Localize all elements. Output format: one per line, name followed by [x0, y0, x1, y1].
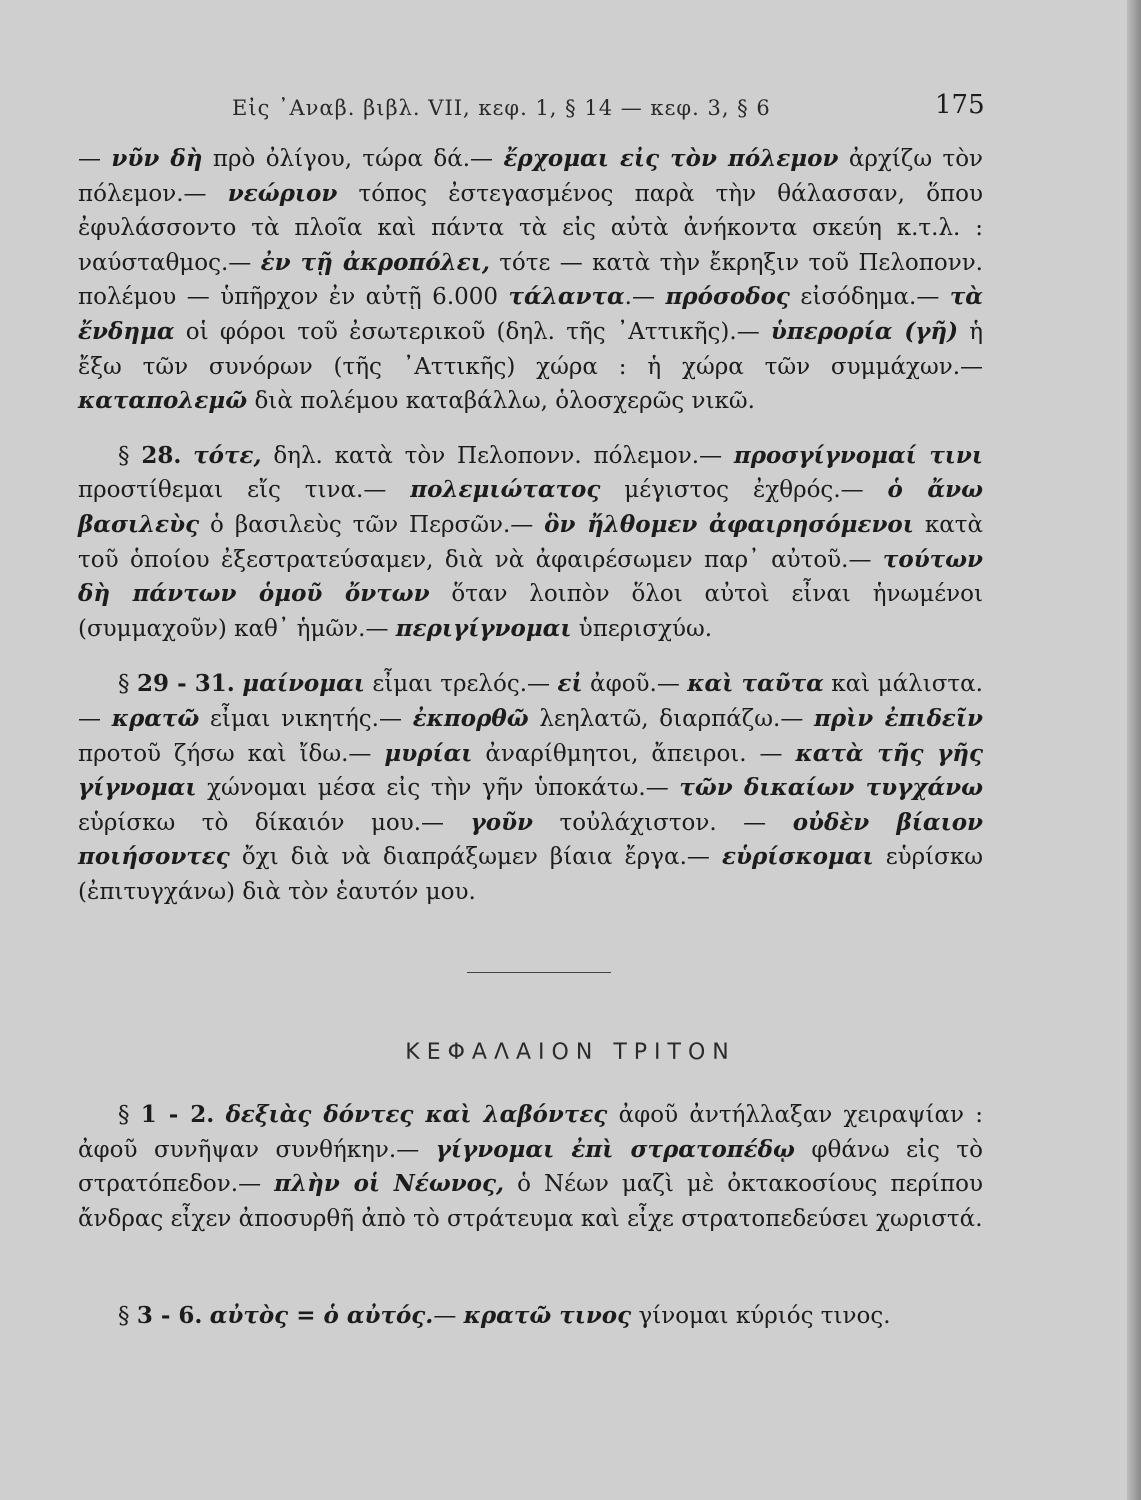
lemma: κρατῶ	[111, 704, 200, 732]
lemma: τάλαντα	[508, 283, 625, 311]
text-run: φθάνω εἰς τὸ στρατόπεδον.—	[78, 1136, 983, 1198]
text-run	[202, 1303, 209, 1329]
text-run: ὄχι διὰ νὰ διαπράξωμεν βίαια ἔργα.—	[229, 844, 723, 871]
text-run: ἀναρίθμητοι, ἄπειροι. —	[472, 740, 796, 767]
text-run: ἀρχίζω τὸν πόλεμον.—	[78, 146, 984, 207]
text-run: τότε — κατὰ τὴν ἔκρηξιν τοῦ Πελοπονν. πολέμου — ὑπῆρχον ἐν αὐτῇ 6.000	[78, 249, 983, 311]
section-mark: §	[118, 1102, 141, 1128]
text-run: δηλ. κατὰ τὸν Πελοπονν. πόλεμον.—	[261, 442, 734, 469]
section-mark: §	[118, 1303, 137, 1329]
text-run: τόπος ἐστεγασμένος παρὰ τὴν θάλασσαν, ὅπου ἐφυλάσσοντο τὰ πλοῖα καὶ πάντα τὰ εἰς αὐτὰ ἀνήκοντα σκεύη κ.τ.λ. : ναύσταθμος.—	[78, 180, 983, 276]
paragraph-section-28	[78, 439, 983, 647]
text-run: λεηλατῶ, διαρπάζω.—	[528, 705, 815, 732]
commentary-top	[78, 142, 983, 909]
text-run: γίνομαι κύριός τινος.	[631, 1303, 891, 1329]
text-run: ὁ Νέων μαζὶ μὲ ὀκτακοσίους περίπου ἄνδρας εἶχεν ἀποσυρθῆ ἀπὸ τὸ στράτευμα καὶ εἶχε στρατοπεδεύσει χωριστά.	[78, 1171, 984, 1232]
lemma: εὑρίσκομαι	[722, 843, 874, 871]
commentary-chapter-3-continued	[78, 1299, 983, 1334]
lemma: τούτων δὴ πάντων ὁμοῦ ὄντων	[78, 545, 983, 608]
section-number: 3 - 6.	[136, 1302, 203, 1329]
page-edge-shadow	[1127, 0, 1141, 1500]
text-run: κατὰ τοῦ ὁποίου ἐξεστρατεύσαμεν, διὰ νὰ ἀφαιρέσωμεν παρ᾽ αὐτοῦ.—	[78, 511, 983, 573]
text-run: ὅταν λοιπὸν ὅλοι αὐτοὶ εἶναι ἡνωμένοι (συμμαχοῦν) καθ᾽ ἡμῶν.—	[78, 581, 983, 642]
lemma: τῶν δικαίων τυγχάνω	[679, 774, 983, 802]
text-run: εὑρίσκω τὸ δίκαιόν μου.—	[78, 809, 471, 836]
lemma: δεξιὰς δόντες καὶ λαβόντες	[225, 1101, 608, 1128]
text-run: ἀφοῦ ἀντήλλαξαν χειραψίαν : ἀφοῦ συνῆψαν συνθήκην.—	[78, 1102, 984, 1163]
text-run: εἶμαι νικητής.—	[199, 705, 413, 732]
section-divider	[467, 972, 611, 973]
lemma: μυρίαι	[384, 739, 473, 767]
lemma: περιγίγνομαι	[395, 614, 572, 642]
lemma: κατὰ τῆς γῆς γίγνομαι	[78, 739, 983, 802]
lemma: ὃν ἤλθομεν ἀφαιρησόμενοι	[544, 510, 914, 538]
text-run: εἰσόδημα.—	[789, 284, 950, 311]
lemma: πρὶν ἐπιδεῖν	[814, 704, 983, 732]
lemma: ὁ ἄνω βασιλεὺς	[78, 476, 983, 538]
lemma: νῦν δὴ	[111, 145, 203, 172]
text-run: χώνομαι μέσα εἰς τὴν γῆν ὑποκάτω.—	[196, 775, 680, 802]
text-run: ἀφοῦ.—	[582, 671, 688, 698]
lemma: πολεμιώτατος	[410, 476, 601, 504]
paragraph-section-3-6	[78, 1299, 983, 1334]
section-number: 1 - 2.	[140, 1101, 215, 1128]
section-mark: §	[118, 442, 142, 469]
text-run: —	[433, 1303, 464, 1329]
text-run: ἡ ἔξω τῶν συνόρων (τῆς ᾽Αττικῆς) χώρα : ἡ χώρα τῶν συμμάχων.—	[78, 318, 984, 380]
lemma: εἰ	[557, 670, 583, 698]
text-run: διὰ πολέμου καταβάλλω, ὁλοσχερῶς νικῶ.	[247, 388, 755, 415]
text-run: ὑπερισχύω.	[571, 615, 713, 642]
page-number: 175	[935, 90, 985, 120]
lemma: γίγνομαι ἐπὶ στρατοπέδῳ	[435, 1135, 795, 1163]
running-head: Εἰς ᾽Αναβ. βιβλ. VII, κεφ. 1, § 14 — κεφ. 3, § 6	[232, 96, 771, 120]
lemma: τὰ ἔνδημα	[78, 283, 983, 345]
page-header	[0, 88, 1141, 128]
text-run: μέγιστος ἐχθρός.—	[600, 477, 888, 504]
lemma: προσγίγνομαί τινι	[733, 441, 984, 469]
section-mark: §	[118, 671, 137, 698]
lemma: γοῦν	[470, 808, 533, 836]
lemma: τότε,	[193, 441, 262, 469]
text-run: πρὸ ὀλίγου, τώρα δά.—	[202, 146, 504, 172]
lemma: ἔρχομαι εἰς τὸν πόλεμον	[503, 145, 839, 172]
text-run: τοὐλάχιστον. —	[533, 809, 793, 836]
section-number: 28.	[141, 441, 182, 469]
paragraph-section-1-2	[78, 1098, 983, 1236]
lemma: πρόσοδος	[665, 283, 790, 311]
text-run: εἶμαι τρελός.—	[364, 671, 558, 698]
lemma: νεώριον	[227, 179, 338, 207]
paragraph-section-29-31	[78, 667, 983, 909]
text-run: ὁ βασιλεὺς τῶν Περσῶν.—	[199, 511, 545, 538]
lemma: πλὴν οἱ Νέωνος,	[274, 1170, 505, 1198]
section-number: 29 - 31.	[136, 670, 235, 698]
lemma: οὐδὲν βίαιον ποιήσοντες	[78, 808, 983, 871]
text-run: εὑρίσκω (ἐπιτυγχάνω) διὰ τὸν ἑαυτόν μου.	[78, 844, 984, 905]
chapter-title: ΚΕΦΑΛΑΙΟΝ ΤΡΙΤΟΝ	[405, 1040, 736, 1065]
text-run	[181, 443, 193, 469]
text-run: οἱ φόροι τοῦ ἐσωτερικοῦ (δηλ. τῆς ᾽Αττικῆς).—	[174, 318, 771, 345]
text-run: προτοῦ ζήσω καὶ ἴδω.—	[78, 740, 385, 767]
text-run: προστίθεμαι εἴς τινα.—	[78, 477, 411, 504]
lemma: αὐτὸς = ὁ αὐτός.	[209, 1302, 434, 1329]
lemma: καταπολεμῶ	[78, 387, 248, 415]
text-run: .—	[624, 284, 666, 311]
commentary-chapter-3	[78, 1098, 983, 1236]
lemma: κρατῶ τινος	[463, 1302, 632, 1329]
lemma: ἐν τῇ ἀκροπόλει,	[260, 248, 490, 276]
paragraph-section-27	[78, 142, 983, 419]
lemma: ἐκπορθῶ	[412, 704, 529, 732]
text-run: —	[78, 146, 112, 172]
text-run: καὶ μάλιστα.—	[78, 671, 983, 732]
lemma: καὶ ταῦτα	[687, 670, 824, 698]
lemma: μαίνομαι	[242, 670, 365, 698]
lemma: ὑπερορία (γῆ)	[770, 317, 959, 345]
text-run	[214, 1102, 225, 1128]
